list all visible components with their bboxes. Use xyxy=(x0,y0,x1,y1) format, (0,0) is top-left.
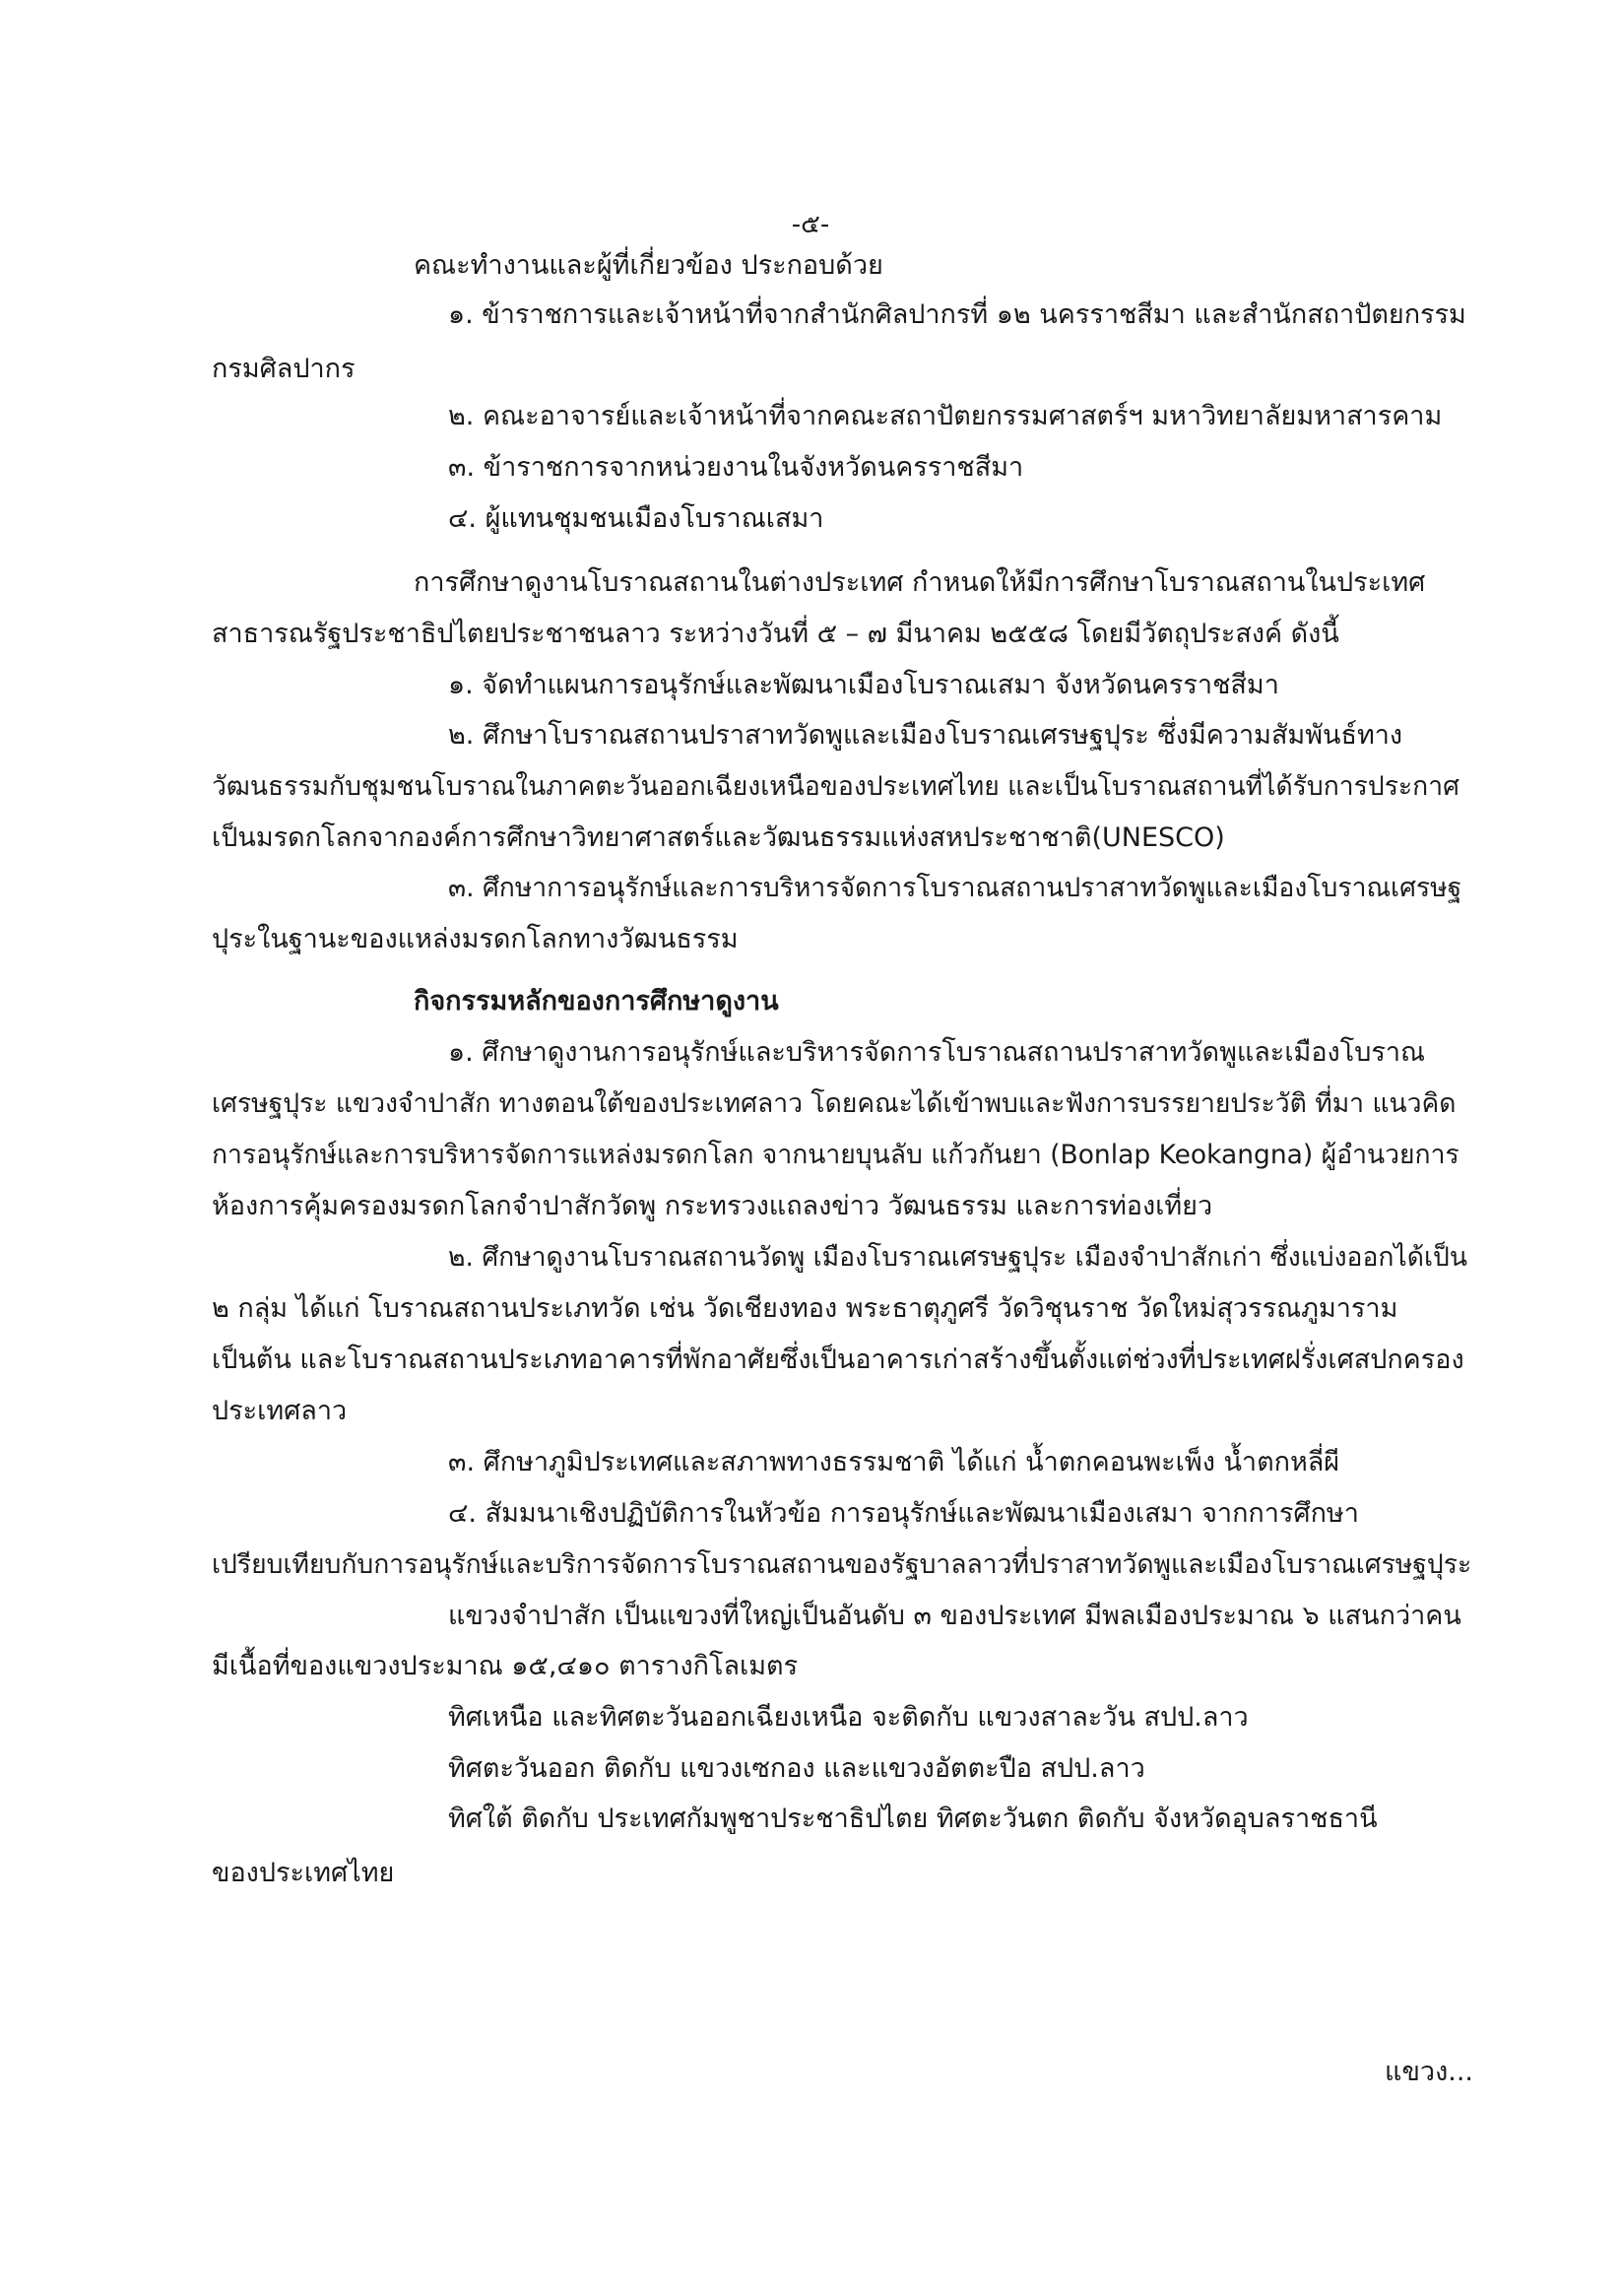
text-line: เปรียบเทียบกับการอนุรักษ์และบริการจัดการโบราณสถานของรัฐบาลลาวที่ปราสาทวัดพูและเมืองโบราณเศรษฐปุระ xyxy=(212,1549,1472,1580)
text-line: ๓. ศึกษาภูมิประเทศและสภาพทางธรรมชาติ ได้แก่ น้ำตกคอนพะเพ็ง น้ำตกหลี่ผี xyxy=(448,1447,1340,1477)
text-line: สาธารณรัฐประชาธิปไตยประชาชนลาว ระหว่างวันที่ ๕ – ๗ มีนาคม ๒๕๕๘ โดยมีวัตถุประสงค์ ดังนี้ xyxy=(212,619,1339,649)
text-line: ๔. สัมมนาเชิงปฏิบัติการในหัวข้อ การอนุรักษ์และพัฒนาเมืองเสมา จากการศึกษา xyxy=(448,1498,1359,1529)
continuation-footer: แขวง... xyxy=(1385,2057,1473,2087)
text-line: เป็นต้น และโบราณสถานประเภทอาคารที่พักอาศัยซึ่งเป็นอาคารเก่าสร้างขึ้นตั้งแต่ช่วงที่ประเทศฝรั่งเศสปกครอง xyxy=(212,1345,1464,1375)
text-line: การศึกษาดูงานโบราณสถานในต่างประเทศ กำหนดให้มีการศึกษาโบราณสถานในประเทศ xyxy=(414,567,1426,598)
text-line: ๑. ข้าราชการและเจ้าหน้าที่จากสำนักศิลปากรที่ ๑๒ นครราชสีมา และสำนักสถาปัตยกรรม xyxy=(448,299,1466,330)
text-line: ๑. จัดทำแผนการอนุรักษ์และพัฒนาเมืองโบราณเสมา จังหวัดนครราชสีมา xyxy=(448,670,1279,700)
text-line: ๒. ศึกษาดูงานโบราณสถานวัดพู เมืองโบราณเศรษฐปุระ เมืองจำปาสักเก่า ซึ่งแบ่งออกได้เป็น xyxy=(448,1242,1467,1273)
text-line: ๓. ข้าราชการจากหน่วยงานในจังหวัดนครราชสีมา xyxy=(448,452,1024,483)
page-number: -๕- xyxy=(791,210,830,239)
text-line: ทิศใต้ ติดกับ ประเทศกัมพูชาประชาธิปไตย ทิศตะวันตก ติดกับ จังหวัดอุบลราชธานี xyxy=(448,1804,1378,1834)
text-line: มีเนื้อที่ของแขวงประมาณ ๑๕,๔๑๐ ตารางกิโลเมตร xyxy=(212,1651,799,1681)
text-line: ประเทศลาว xyxy=(212,1396,348,1426)
text-line: ๒. คณะอาจารย์และเจ้าหน้าที่จากคณะสถาปัตยกรรมศาสตร์ฯ มหาวิทยาลัยมหาสารคาม xyxy=(448,401,1443,431)
text-line: เป็นมรดกโลกจากองค์การศึกษาวิทยาศาสตร์และวัฒนธรรมแห่งสหประชาชาติ(UNESCO) xyxy=(212,822,1225,853)
text-line: ทิศเหนือ และทิศตะวันออกเฉียงเหนือ จะติดกับ แขวงสาละวัน สปป.ลาว xyxy=(448,1702,1249,1733)
text-line: ๒ กลุ่ม ได้แก่ โบราณสถานประเภทวัด เช่น วัดเชียงทอง พระธาตุภูศรี วัดวิชุนราช วัดใหม่สุวรรณภูมาราม xyxy=(212,1293,1398,1324)
text-line: ของประเทศไทย xyxy=(212,1858,395,1888)
text-line: ทิศตะวันออก ติดกับ แขวงเซกอง และแขวงอัตตะปือ สปป.ลาว xyxy=(448,1753,1145,1784)
text-line: แขวงจำปาสัก เป็นแขวงที่ใหญ่เป็นอันดับ ๓ ของประเทศ มีพลเมืองประมาณ ๖ แสนกว่าคน xyxy=(448,1601,1461,1631)
section-heading: กิจกรรมหลักของการศึกษาดูงาน xyxy=(414,986,779,1017)
text-line: เศรษฐปุระ แขวงจำปาสัก ทางตอนใต้ของประเทศลาว โดยคณะได้เข้าพบและฟังการบรรยายประวัติ ที่มา แนวคิด xyxy=(212,1088,1457,1119)
text-line: วัฒนธรรมกับชุมชนโบราณในภาคตะวันออกเฉียงเหนือของประเทศไทย และเป็นโบราณสถานที่ได้รับการประกาศ xyxy=(212,771,1459,802)
text-line: ๔. ผู้แทนชุมชนเมืองโบราณเสมา xyxy=(448,503,824,534)
text-line: ๒. ศึกษาโบราณสถานปราสาทวัดพูและเมืองโบราณเศรษฐปุระ ซึ่งมีความสัมพันธ์ทาง xyxy=(448,720,1403,751)
text-line: คณะทำงานและผู้ที่เกี่ยวข้อง ประกอบด้วย xyxy=(414,250,883,281)
text-line: การอนุรักษ์และการบริหารจัดการแหล่งมรดกโลก จากนายบุนลับ แก้วกันยา (Bonlap Keokangna) ผู้อำนวยการ xyxy=(212,1140,1459,1170)
text-line: ๑. ศึกษาดูงานการอนุรักษ์และบริหารจัดการโบราณสถานปราสาทวัดพูและเมืองโบราณ xyxy=(448,1037,1426,1068)
text-line: ปุระในฐานะของแหล่งมรดกโลกทางวัฒนธรรม xyxy=(212,924,739,954)
text-line: กรมศิลปากร xyxy=(212,354,356,384)
text-line: ห้องการคุ้มครองมรดกโลกจำปาสักวัดพู กระทรวงแถลงข่าว วัฒนธรรม และการท่องเที่ยว xyxy=(212,1191,1213,1221)
text-line: ๓. ศึกษาการอนุรักษ์และการบริหารจัดการโบราณสถานปราสาทวัดพูและเมืองโบราณเศรษฐ xyxy=(448,873,1462,903)
